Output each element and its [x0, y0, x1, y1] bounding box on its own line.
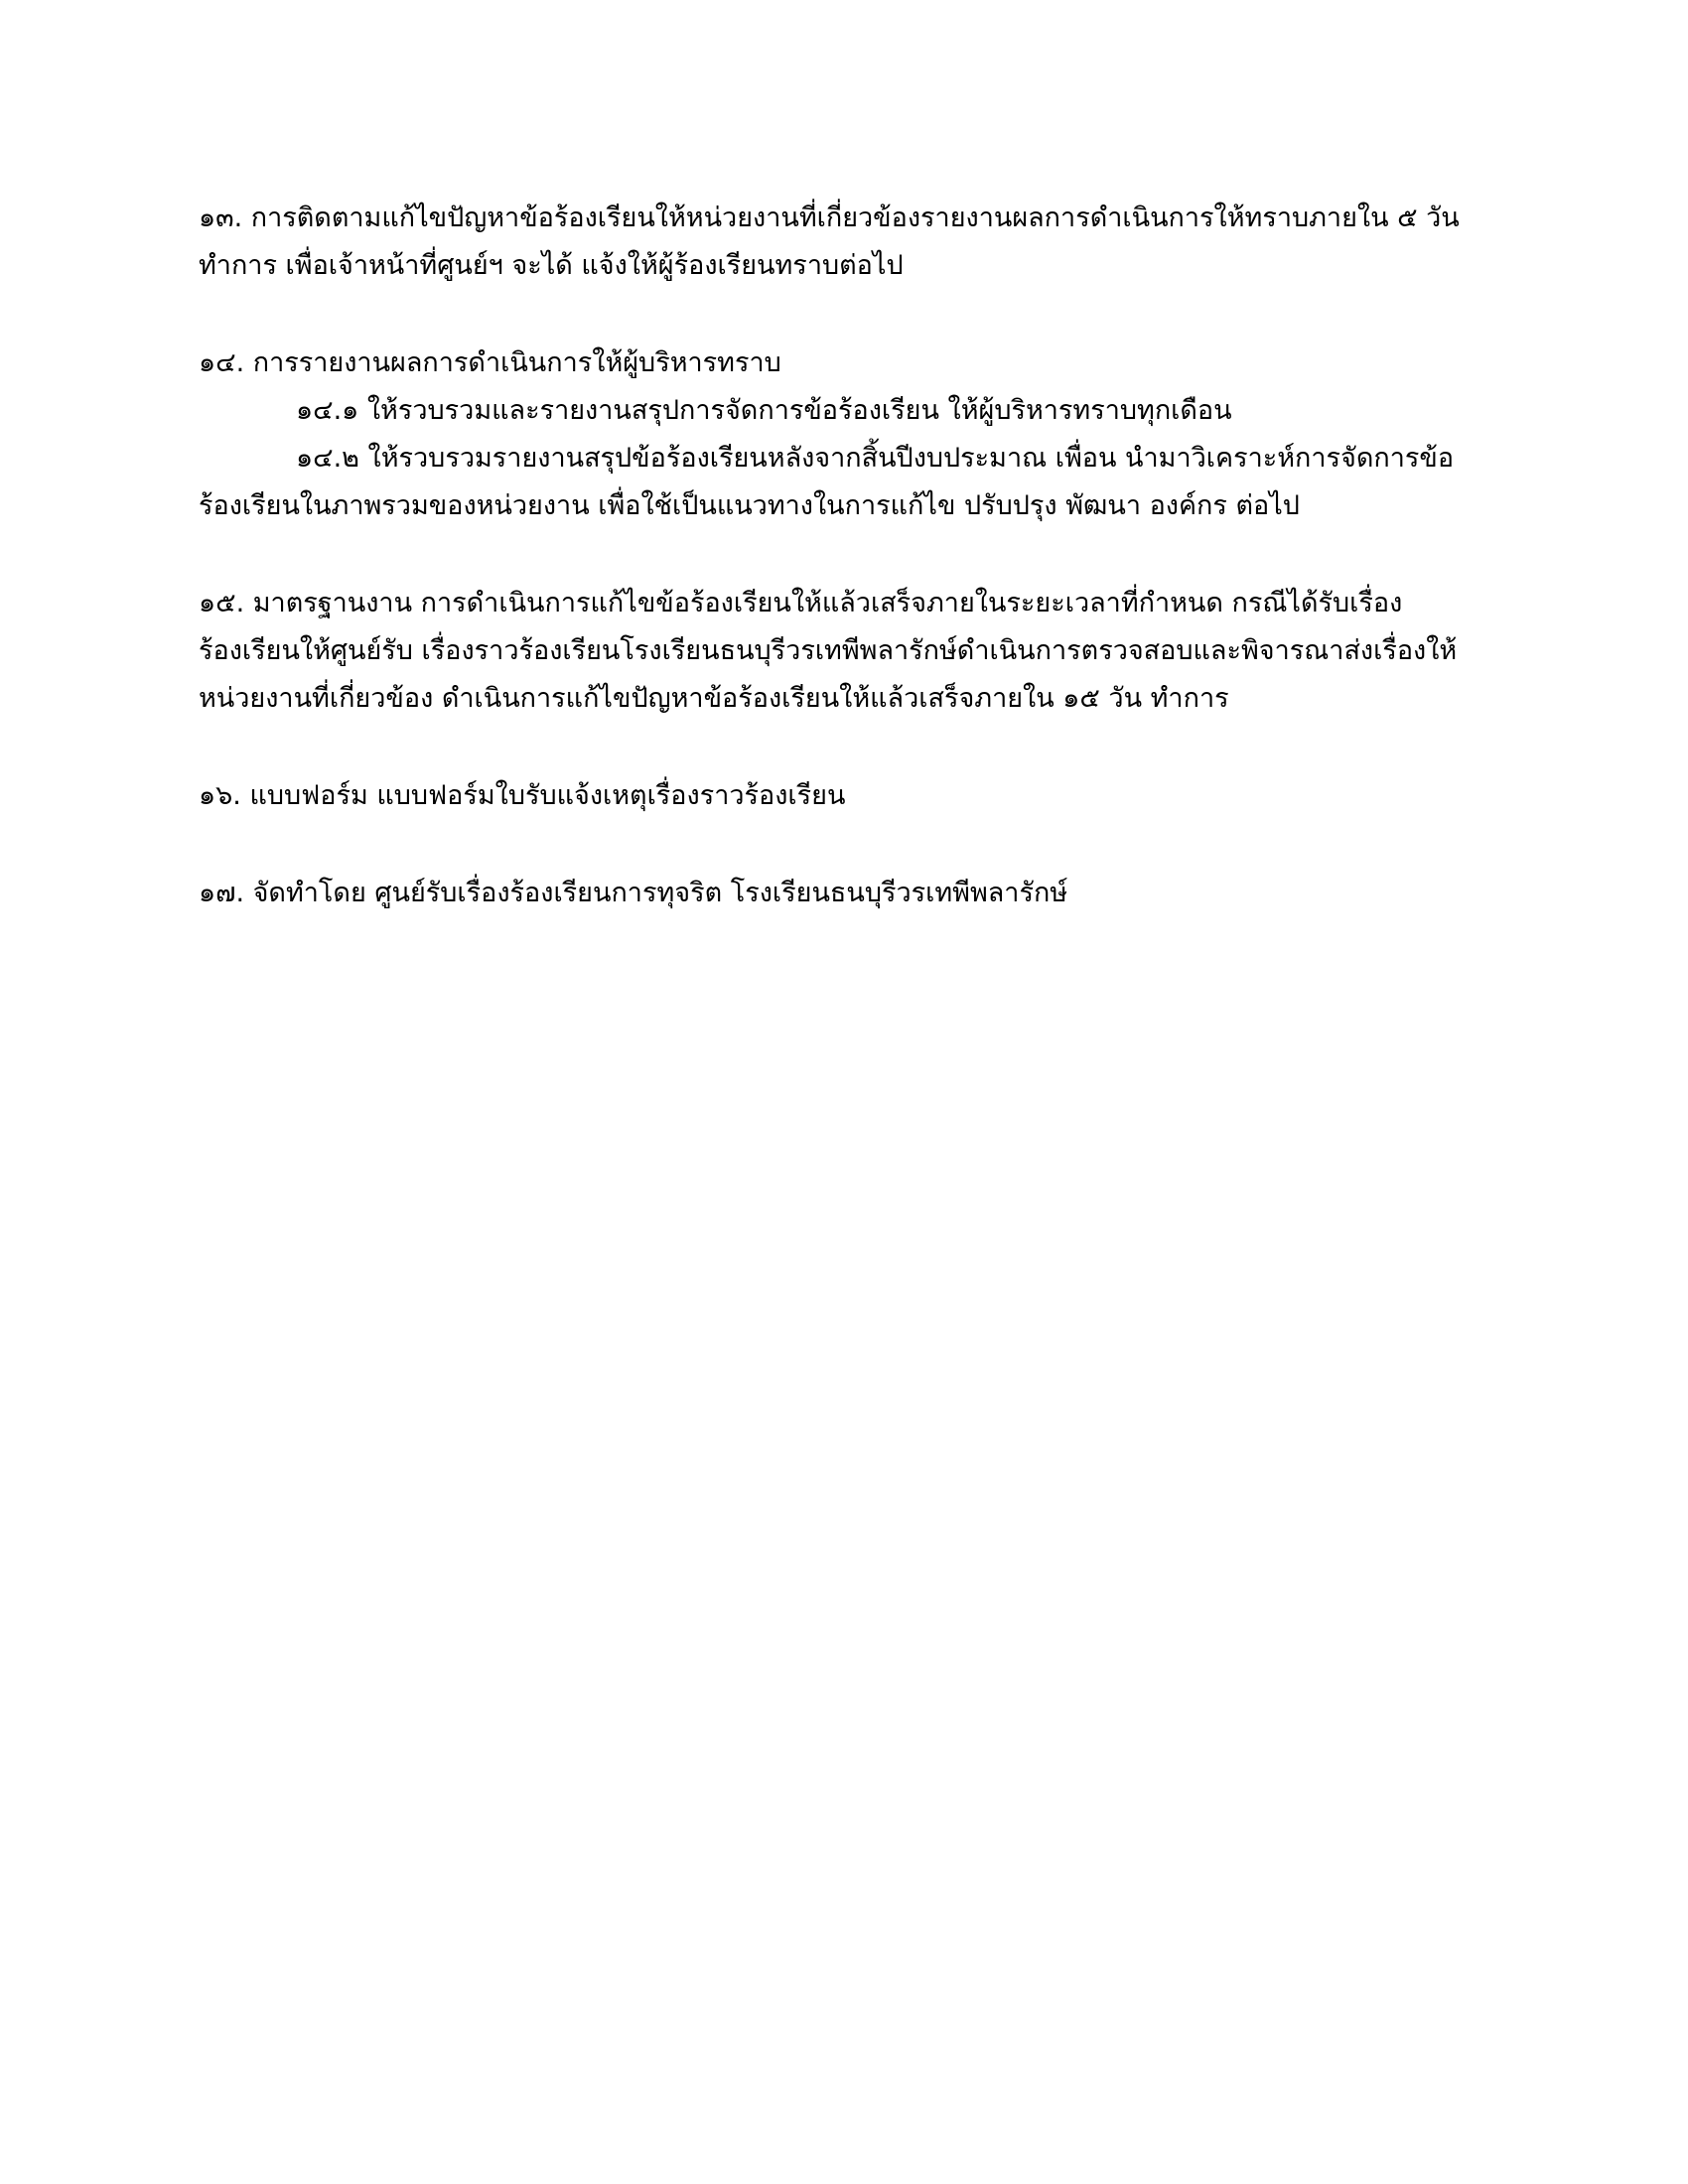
- section-15: [199, 580, 1489, 723]
- document-body: [199, 195, 1489, 967]
- section-15-line-1: ๑๕. มาตรฐานงาน การดำเนินการแก้ไขข้อร้องเรียนให้แล้วเสร็จภายในระยะเวลาที่กำหนด กรณีได้รับเรื่อง: [199, 588, 1403, 618]
- section-15-line-3: หน่วยงานที่เกี่ยวข้อง ดำเนินการแก้ไขปัญหาข้อร้องเรียนให้แล้วเสร็จภายใน ๑๕ วัน ทำการ: [199, 683, 1229, 714]
- section-14-heading: ๑๔. การรายงานผลการดำเนินการให้ผู้บริหารทราบ: [199, 347, 781, 378]
- section-17: [199, 870, 1489, 917]
- section-13-line-2: ทำการ เพื่อเจ้าหน้าที่ศูนย์ฯ จะได้ แจ้งให้ผู้ร้องเรียนทราบต่อไป: [199, 250, 904, 281]
- section-17-line-1: ๑๗. จัดทำโดย ศูนย์รับเรื่องร้องเรียนการทุจริต โรงเรียนธนบุรีวรเทพีพลารักษ์: [199, 878, 1068, 908]
- section-16-line-1: ๑๖. แบบฟอร์ม แบบฟอร์มใบรับแจ้งเหตุเรื่องราวร้องเรียน: [199, 780, 846, 811]
- section-13-line-1: ๑๓. การติดตามแก้ไขปัญหาข้อร้องเรียนให้หน่วยงานที่เกี่ยวข้องรายงานผลการดำเนินการให้ทราบภายใน ๕ วัน: [199, 203, 1460, 233]
- section-15-line-2: ร้องเรียนให้ศูนย์รับ เรื่องราวร้องเรียนโรงเรียนธนบุรีวรเทพีพลารักษ์ดำเนินการตรวจสอบและพิจารณาส่งเรื่องให้: [199, 635, 1458, 666]
- section-14-2-continuation: ร้องเรียนในภาพรวมของหน่วยงาน เพื่อใช้เป็นแนวทางในการแก้ไข ปรับปรุง พัฒนา องค์กร ต่อไป: [199, 490, 1300, 521]
- section-14: [199, 340, 1489, 530]
- section-14-2-item: ๑๔.๒ ให้รวบรวมรายงานสรุปข้อร้องเรียนหลังจากสิ้นปีงบประมาณ เพื่อน นำมาวิเคราะห์การจัดการข้อ: [296, 443, 1455, 474]
- section-14-1-item: ๑๔.๑ ให้รวบรวมและรายงานสรุปการจัดการข้อร้องเรียน ให้ผู้บริหารทราบทุกเดือน: [296, 395, 1232, 426]
- section-16: [199, 772, 1489, 820]
- section-13: [199, 195, 1489, 290]
